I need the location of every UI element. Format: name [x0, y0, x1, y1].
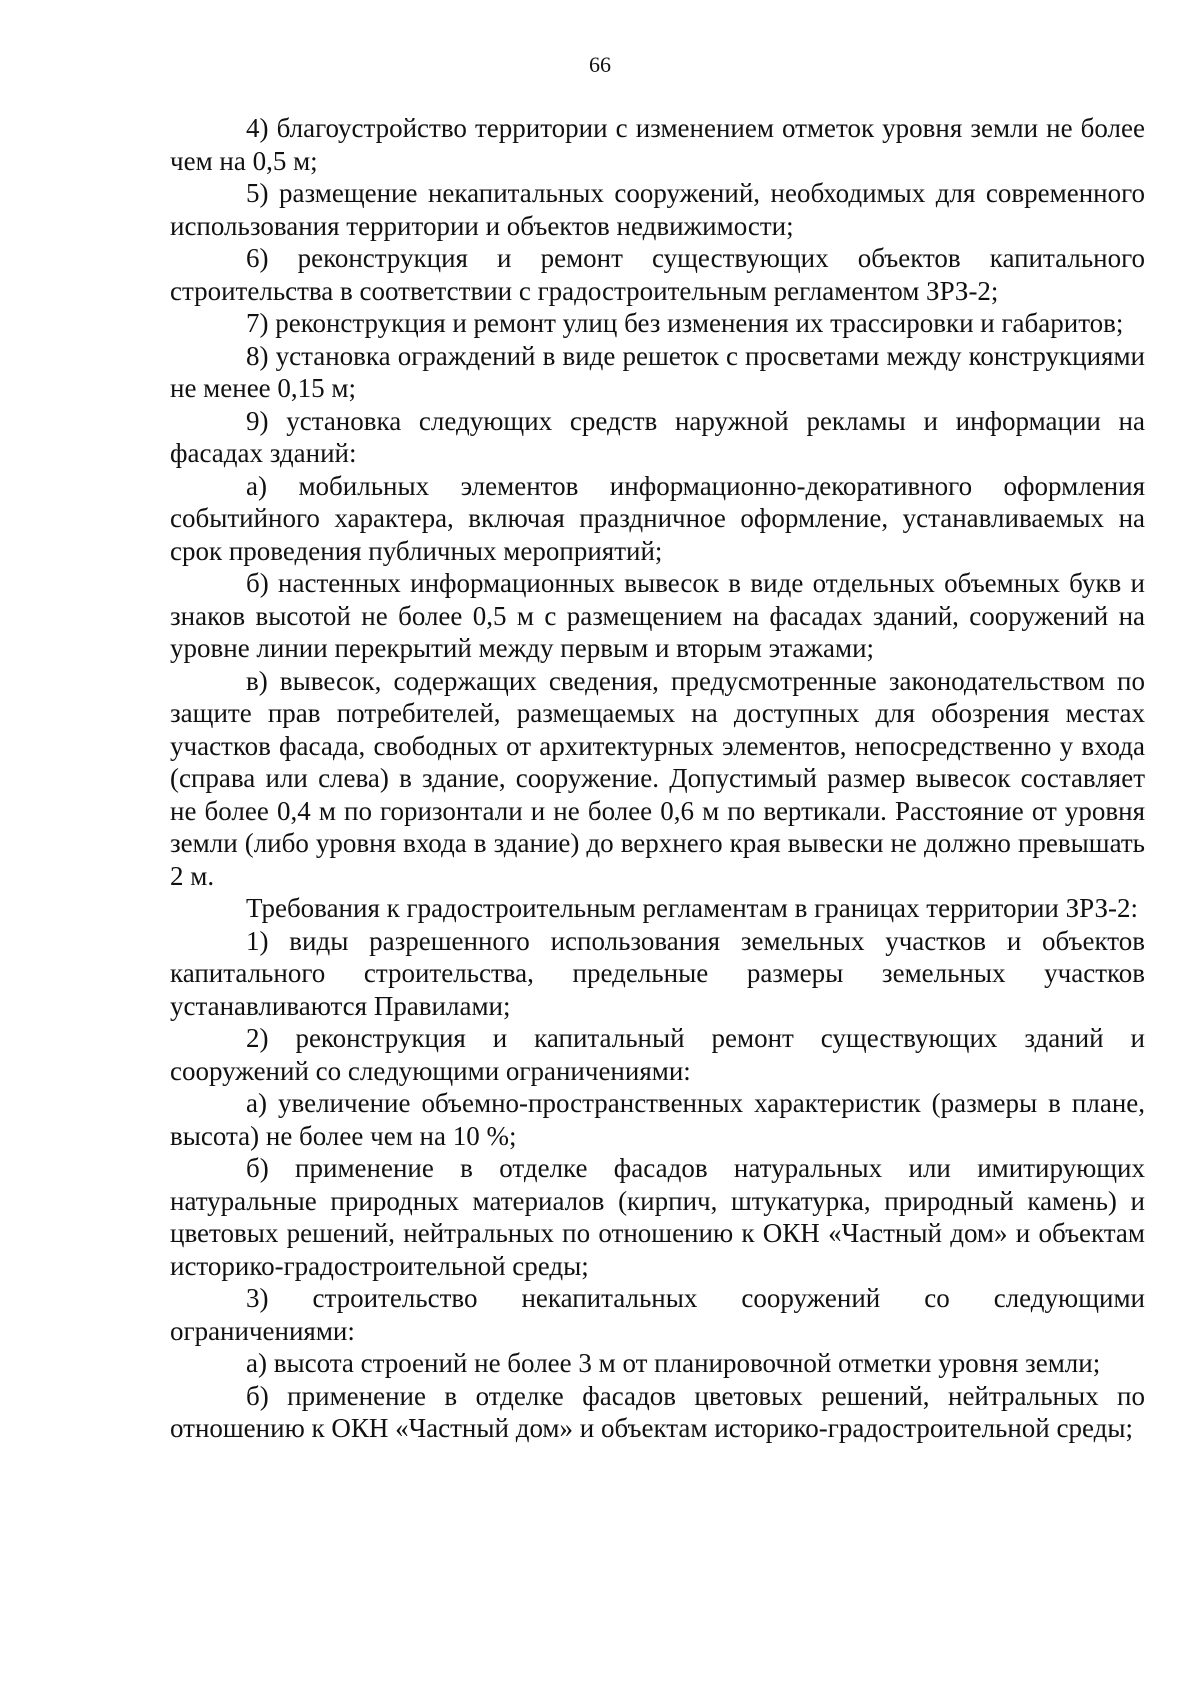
paragraph-subitem-b: б) настенных информационных вывесок в виде отдельных объемных букв и знаков высотой не более 0,5 м с размещением на фасадах зданий, сооружений на уровне линии перекрытий между первым и вторым этажами; — [170, 568, 1145, 663]
requirements-heading-paragraph: Требования к градостроительным регламентам в границах территории ЗРЗ-2: — [246, 893, 1138, 923]
paragraph-item-7: 7) реконструкция и ремонт улиц без изменения их трассировки и габаритов; — [246, 308, 1124, 338]
paragraph-item-6: 6) реконструкция и ремонт существующих объектов капитального строительства в соответствии с градостроительным регламентом ЗРЗ-2; — [170, 243, 1145, 306]
paragraph-subitem-a: а) мобильных элементов информационно-декоративного оформления событийного характера, включая праздничное оформление, устанавливаемых на срок проведения публичных мероприятий; — [170, 470, 1145, 566]
document-body — [170, 112, 1145, 1445]
requirement-item-2: 2) реконструкция и капитальный ремонт существующих зданий и сооружений со следующими ограничениями: — [170, 1023, 1145, 1086]
paragraph-subitem-v: в) вывесок, содержащих сведения, предусмотренные законодательством по защите прав потребителей, размещаемых на доступных для обозрения местах участков фасада, свободных от архитектурных элементов, непосредственно у входа (справа или слева) в здание, сооружение. Допустимый размер вывесок составляет не более 0,4 м по горизонтали и не более 0,6 м по вертикали. Расстояние от уровня земли (либо уровня входа в здание) до верхнего края вывески не должно превышать 2 м. — [170, 665, 1145, 891]
page-number: 66 — [589, 52, 611, 77]
requirement-item-3-subitem-b: б) применение в отделке фасадов цветовых решений, нейтральных по отношению к ОКН «Частный дом» и объектам историко-градостроительной среды; — [170, 1380, 1145, 1443]
requirement-subitem-a: а) увеличение объемно-пространственных характеристик (размеры в плане, высота) не более чем на 10 %; — [170, 1088, 1145, 1151]
requirement-item-3: 3) строительство некапитальных сооружений со следующими ограничениями: — [170, 1283, 1145, 1346]
requirement-subitem-b: б) применение в отделке фасадов натуральных или имитирующих натуральные природных материалов (кирпич, штукатурка, природный камень) и цветовых решений, нейтральных по отношению к ОКН «Частный дом» и объектам историко-градостроительной среды; — [170, 1153, 1145, 1281]
paragraph-item-5: 5) размещение некапитальных сооружений, необходимых для современного использования территории и объектов недвижимости; — [170, 178, 1145, 241]
requirement-item-3-subitem-a: а) высота строений не более 3 м от планировочной отметки уровня земли; — [246, 1348, 1101, 1378]
paragraph-item-8: 8) установка ограждений в виде решеток с просветами между конструкциями не менее 0,15 м; — [170, 340, 1145, 403]
paragraph-item-4: 4) благоустройство территории с изменением отметок уровня земли не более чем на 0,5 м; — [170, 113, 1145, 176]
paragraph-item-9: 9) установка следующих средств наружной рекламы и информации на фасадах зданий: — [170, 405, 1145, 468]
requirement-item-1: 1) виды разрешенного использования земельных участков и объектов капитального строительства, предельные размеры земельных участков устанавливаются Правилами; — [170, 925, 1145, 1021]
